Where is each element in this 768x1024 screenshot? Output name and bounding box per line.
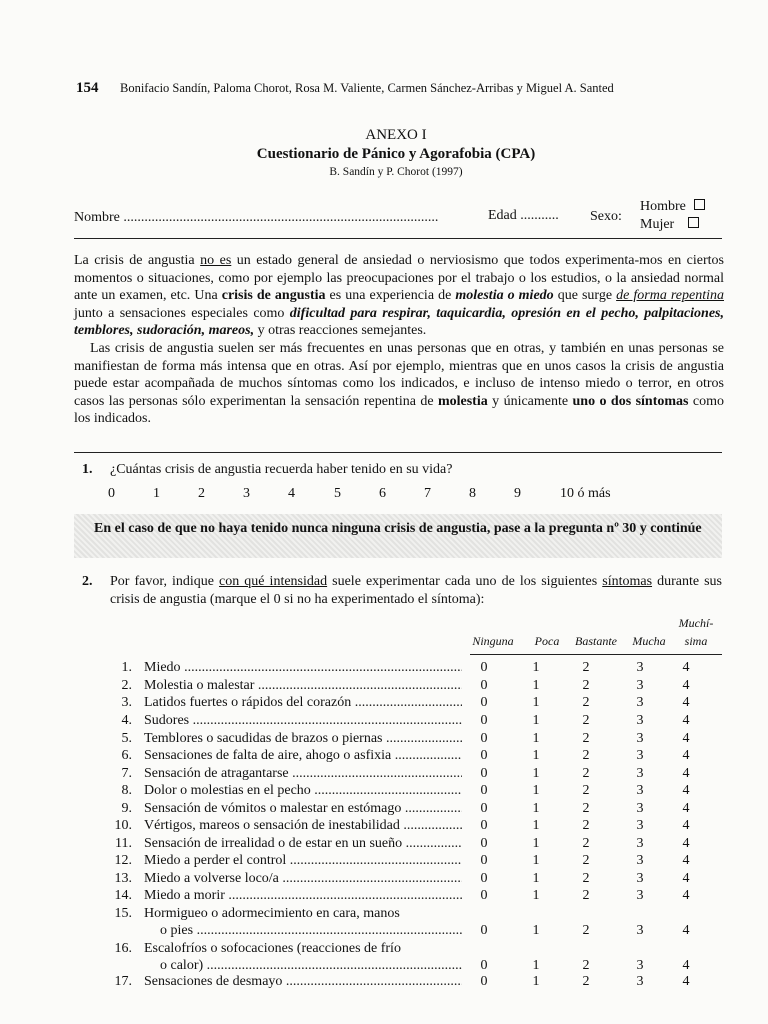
scale-option[interactable]: 0 — [480, 958, 488, 973]
scale-option[interactable]: 2 — [582, 660, 590, 675]
male-label: Hombre — [640, 199, 686, 214]
item-label: Sensaciones de desmayo ..... — [144, 973, 462, 990]
scale-option[interactable]: 3 — [636, 958, 644, 973]
scale-option[interactable]: 1 — [532, 713, 540, 728]
item-label: Sensación de vómitos o malestar en estómago ..... — [144, 800, 462, 817]
option[interactable]: 1 — [153, 486, 160, 501]
title-block — [76, 126, 716, 180]
option[interactable]: 7 — [424, 486, 431, 501]
scale-option[interactable]: 0 — [480, 783, 488, 798]
scale-option[interactable]: 4 — [682, 923, 690, 938]
item-number: 5. — [121, 731, 132, 746]
scale-option[interactable]: 1 — [532, 678, 540, 693]
scale-option[interactable]: 4 — [682, 748, 690, 763]
scale-option[interactable]: 3 — [636, 783, 644, 798]
scale-option[interactable]: 4 — [682, 713, 690, 728]
option[interactable]: 9 — [514, 486, 521, 501]
scale-option[interactable]: 3 — [636, 766, 644, 781]
intro-text — [74, 252, 724, 428]
scale-option[interactable]: 1 — [532, 836, 540, 851]
intro-paragraph-2: Las crisis de angustia suelen ser más frecuentes en unas personas que en otras, y también en unas personas se manifiestan de forma más intensa que en otras. Así por ejemplo, mientras que en unos casos la crisis de angustia puede estar acompañada de muchos síntomas como los indicados, e incluso de intenso miedo o terror, en otros casos las personas sólo experimentan la sensación repentina de molestia y únicamente uno o dos síntomas como los indicados. — [74, 340, 725, 427]
scale-option[interactable]: 2 — [582, 678, 590, 693]
col-mucha: Mucha — [632, 634, 666, 648]
scale-option[interactable]: 3 — [636, 871, 644, 886]
option[interactable]: 8 — [469, 486, 476, 501]
question-number: 2. — [82, 574, 93, 589]
scale-option[interactable]: 4 — [682, 801, 690, 816]
item-label: Temblores o sacudidas de brazos o piernas ..... — [144, 730, 462, 747]
scale-option[interactable]: 4 — [682, 660, 690, 675]
scale-option[interactable]: 3 — [636, 801, 644, 816]
scale-option[interactable]: 2 — [582, 974, 590, 989]
scale-option[interactable]: 3 — [636, 660, 644, 675]
question-text: ¿Cuántas crisis de angustia recuerda haber tenido en su vida? — [110, 462, 453, 477]
scale-option[interactable]: 2 — [582, 695, 590, 710]
questionnaire-authors: B. Sandín y P. Chorot (1997) — [329, 166, 463, 178]
item-label: Miedo a morir ..... — [144, 887, 462, 904]
scale-option[interactable]: 0 — [480, 801, 488, 816]
col-muchisima-2: sima — [684, 634, 708, 648]
item-label: Hormigueo o adormecimiento en cara, manos — [144, 906, 400, 921]
table-rule — [470, 654, 722, 655]
scale-option[interactable]: 3 — [636, 695, 644, 710]
scale-option[interactable]: 1 — [532, 748, 540, 763]
scale-option[interactable]: 0 — [480, 695, 488, 710]
scale-option[interactable]: 2 — [582, 871, 590, 886]
divider — [74, 452, 722, 453]
scale-option[interactable]: 3 — [636, 713, 644, 728]
item-label: Sensación de irrealidad o de estar en un sueño ..... — [144, 835, 462, 852]
item-label: Vértigos, mareos o sensación de inestabilidad ..... — [144, 817, 462, 834]
item-label: Miedo a volverse loco/a ..... — [144, 870, 462, 887]
option[interactable]: 2 — [198, 486, 205, 501]
item-number: 14. — [114, 888, 132, 903]
scale-option[interactable]: 2 — [582, 923, 590, 938]
scale-option[interactable]: 3 — [636, 748, 644, 763]
col-muchisima-1: Muchí- — [678, 616, 714, 630]
scale-option[interactable]: 2 — [582, 888, 590, 903]
scale-option[interactable]: 4 — [682, 888, 690, 903]
skip-instruction: En el caso de que no haya tenido nunca ninguna crisis de angustia, pase a la pregunta nº 30 y continúe — [94, 521, 702, 536]
option[interactable]: 6 — [379, 486, 386, 501]
scale-option[interactable]: 4 — [682, 974, 690, 989]
running-header — [76, 80, 614, 97]
option[interactable]: 0 — [108, 486, 115, 501]
scale-option[interactable]: 0 — [480, 888, 488, 903]
scale-option[interactable]: 0 — [480, 660, 488, 675]
scale-option[interactable]: 4 — [682, 766, 690, 781]
item-label-continuation: o pies ..... — [160, 922, 462, 939]
scale-option[interactable]: 1 — [532, 888, 540, 903]
scale-option[interactable]: 4 — [682, 853, 690, 868]
sex-options — [640, 198, 705, 234]
scale-option[interactable]: 2 — [582, 958, 590, 973]
option[interactable]: 10 ó más — [560, 486, 611, 501]
item-label: Escalofríos o sofocaciones (reacciones de frío — [144, 941, 401, 956]
name-field[interactable]: Nombre .......................................................................................... — [74, 210, 439, 225]
scale-option[interactable]: 2 — [582, 731, 590, 746]
scale-option[interactable]: 2 — [582, 853, 590, 868]
skip-instruction-box — [74, 514, 722, 558]
scale-option[interactable]: 0 — [480, 766, 488, 781]
item-number: 7. — [121, 766, 132, 781]
scale-option[interactable]: 0 — [480, 871, 488, 886]
col-bastante: Bastante — [575, 634, 617, 648]
item-label: Miedo ..... — [144, 659, 462, 676]
item-number: 8. — [121, 783, 132, 798]
scale-option[interactable]: 0 — [480, 713, 488, 728]
item-label: Latidos fuertes o rápidos del corazón ..... — [144, 694, 462, 711]
scale-option[interactable]: 4 — [682, 836, 690, 851]
item-number: 4. — [121, 713, 132, 728]
scale-option[interactable]: 1 — [532, 731, 540, 746]
scale-option[interactable]: 1 — [532, 818, 540, 833]
option[interactable]: 3 — [243, 486, 250, 501]
scale-option[interactable]: 3 — [636, 923, 644, 938]
col-ninguna: Ninguna — [472, 634, 514, 648]
questionnaire-title: Cuestionario de Pánico y Agorafobia (CPA) — [256, 146, 536, 162]
question-number: 1. — [82, 462, 93, 477]
scale-option[interactable]: 0 — [480, 678, 488, 693]
intro-paragraph-1: La crisis de angustia no es un estado general de ansiedad o nerviosismo que todos experimenta-mos en ciertos momentos o situaciones, como por ejemplo las preocupaciones por el trabajo o los estudios, o la ansiedad normal ante un examen, etc. Una crisis de angustia es una experiencia de molestia o miedo que surge de forma repentina junto a sensaciones especiales como dificultad para respirar, taquicardia, opresión en el pecho, palpitaciones, temblores, sudoración, mareos, y otras reacciones semejantes. — [74, 253, 725, 339]
scale-option[interactable]: 0 — [480, 853, 488, 868]
item-label-continuation: o calor) ..... — [160, 957, 462, 974]
item-label: Dolor o molestias en el pecho ..... — [144, 782, 462, 799]
scale-option[interactable]: 1 — [532, 695, 540, 710]
scale-option[interactable]: 3 — [636, 836, 644, 851]
item-label: Sudores ..... — [144, 712, 462, 729]
female-label: Mujer — [640, 217, 675, 232]
scale-option[interactable]: 1 — [532, 853, 540, 868]
scale-option[interactable]: 4 — [682, 731, 690, 746]
sex-label: Sexo: — [590, 209, 622, 224]
item-label: Miedo a perder el control ..... — [144, 852, 462, 869]
scale-option[interactable]: 1 — [532, 974, 540, 989]
item-number: 12. — [114, 853, 132, 868]
item-number: 17. — [114, 974, 132, 989]
scale-option[interactable]: 4 — [682, 958, 690, 973]
item-number: 11. — [115, 836, 132, 851]
divider — [74, 238, 722, 239]
item-number: 9. — [121, 801, 132, 816]
item-number: 2. — [121, 678, 132, 693]
item-number: 15. — [114, 906, 132, 921]
scale-option[interactable]: 2 — [582, 836, 590, 851]
question-text: Por favor, indique con qué intensidad suele experimentar cada uno de los siguientes síntomas durante sus crisis de angustia (marque el 0 si no ha experimentado el síntoma): — [110, 574, 722, 607]
item-number: 6. — [121, 748, 132, 763]
scale-option[interactable]: 4 — [682, 783, 690, 798]
page-number: 154 — [76, 80, 99, 96]
scale-option[interactable]: 1 — [532, 766, 540, 781]
scale-option[interactable]: 3 — [636, 853, 644, 868]
item-label: Sensación de atragantarse ..... — [144, 765, 462, 782]
item-number: 3. — [121, 695, 132, 710]
scale-option[interactable]: 4 — [682, 818, 690, 833]
scale-option[interactable]: 0 — [480, 836, 488, 851]
scale-option[interactable]: 3 — [636, 818, 644, 833]
scale-option[interactable]: 3 — [636, 888, 644, 903]
scale-option[interactable]: 1 — [532, 801, 540, 816]
scale-option[interactable]: 1 — [532, 923, 540, 938]
scale-option[interactable]: 2 — [582, 766, 590, 781]
item-label: Sensaciones de falta de aire, ahogo o asfixia ..... — [144, 747, 462, 764]
identification-row — [74, 198, 724, 238]
scale-option[interactable]: 4 — [682, 678, 690, 693]
scale-option[interactable]: 2 — [582, 818, 590, 833]
scale-option[interactable]: 0 — [480, 974, 488, 989]
item-number: 16. — [114, 941, 132, 956]
scale-option[interactable]: 1 — [532, 958, 540, 973]
scale-option[interactable]: 2 — [582, 713, 590, 728]
annex-label: ANEXO I — [365, 127, 427, 143]
scale-option[interactable]: 0 — [480, 923, 488, 938]
scale-option[interactable]: 1 — [532, 660, 540, 675]
female-checkbox[interactable] — [688, 217, 699, 228]
scale-option[interactable]: 2 — [582, 801, 590, 816]
option[interactable]: 5 — [334, 486, 341, 501]
item-number: 10. — [114, 818, 132, 833]
scale-option[interactable]: 3 — [636, 974, 644, 989]
scale-option[interactable]: 2 — [582, 783, 590, 798]
age-field[interactable]: Edad ........... — [488, 208, 559, 223]
item-number: 1. — [121, 660, 132, 675]
scale-option[interactable]: 0 — [480, 818, 488, 833]
option[interactable]: 4 — [288, 486, 295, 501]
item-number: 13. — [114, 871, 132, 886]
scale-option[interactable]: 4 — [682, 695, 690, 710]
male-checkbox[interactable] — [694, 199, 705, 210]
scale-option[interactable]: 1 — [532, 871, 540, 886]
header-authors: Bonifacio Sandín, Paloma Chorot, Rosa M. Valiente, Carmen Sánchez-Arribas y Miguel A. Santed — [120, 81, 614, 95]
scale-option[interactable]: 2 — [582, 748, 590, 763]
scale-option[interactable]: 1 — [532, 783, 540, 798]
scale-option[interactable]: 4 — [682, 871, 690, 886]
scale-option[interactable]: 0 — [480, 731, 488, 746]
scale-option[interactable]: 3 — [636, 731, 644, 746]
col-poca: Poca — [534, 634, 560, 648]
scale-option[interactable]: 3 — [636, 678, 644, 693]
item-label: Molestia o malestar ..... — [144, 677, 462, 694]
scale-option[interactable]: 0 — [480, 748, 488, 763]
